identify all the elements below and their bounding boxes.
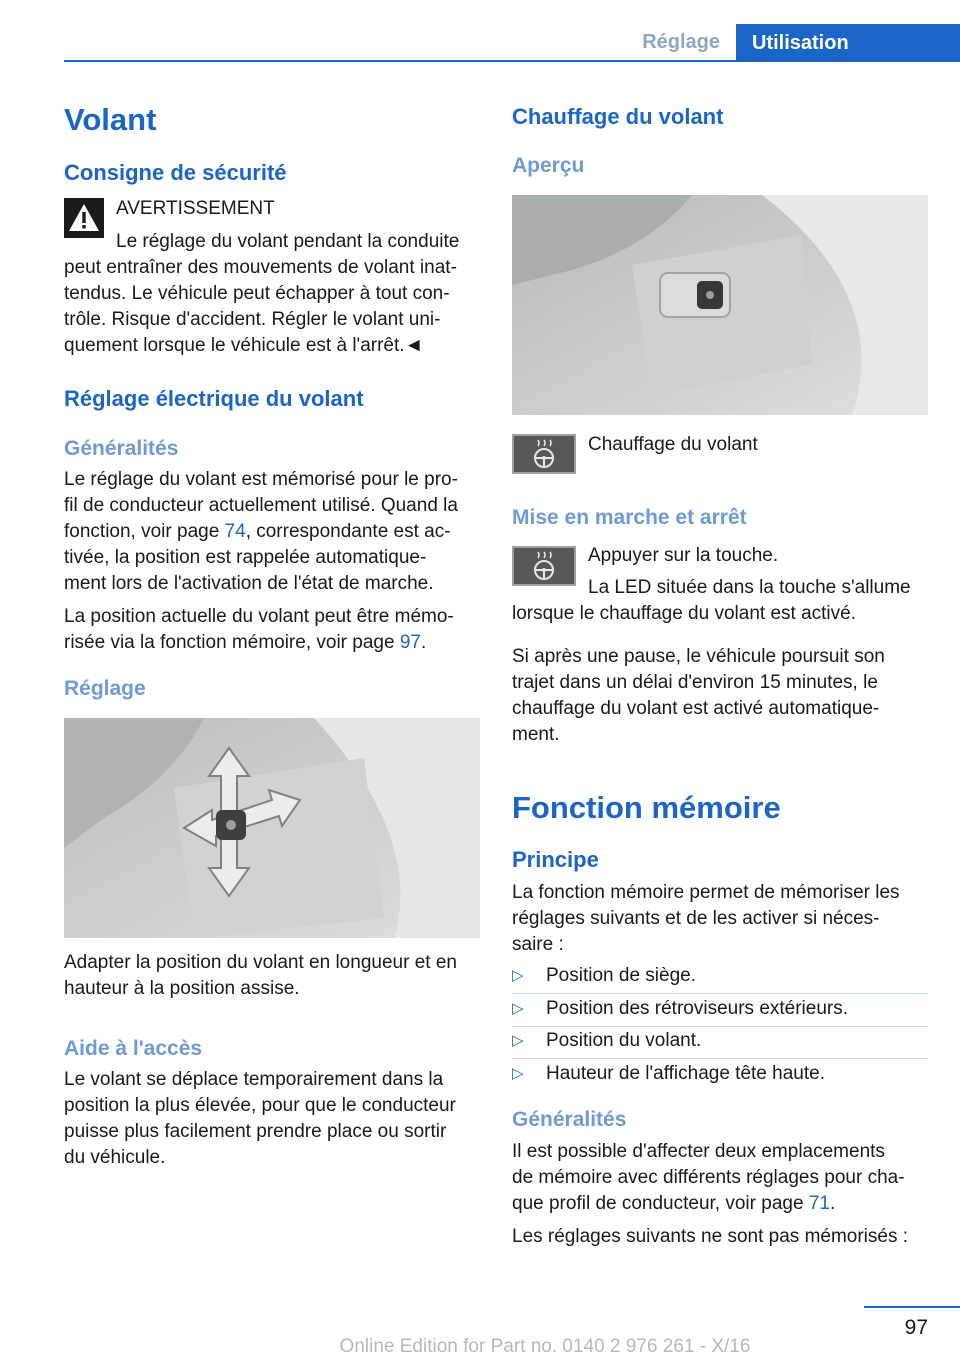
access-aid-heading: Aide à l'accès [64, 1037, 203, 1060]
paragraph-line: fil de conducteur actuellement utilisé. Quand la [64, 495, 458, 516]
warning-label: AVERTISSEMENT [116, 198, 275, 219]
paragraph-line: puisse plus facilement prendre place ou sortir [64, 1121, 447, 1142]
paragraph-line: Le volant se déplace temporairement dans la [64, 1069, 444, 1090]
safety-heading: Consigne de sécurité [64, 160, 287, 185]
paragraph-line: fonction, voir page 74, correspondante est ac- [64, 521, 451, 542]
general-heading: Généralités [64, 437, 179, 460]
warning-text-line: tendus. Le véhicule peut échapper à tout con- [64, 283, 450, 304]
paragraph-line: ment. [512, 724, 560, 745]
list-separator [512, 1026, 928, 1027]
warning-text-line: Le réglage du volant pendant la conduite [116, 231, 460, 252]
warning-text-line: quement lorsque le véhicule est à l'arrêt.◄ [64, 335, 424, 356]
paragraph-line: Le réglage du volant est mémorisé pour le pro- [64, 469, 458, 490]
heating-heading: Chauffage du volant [512, 104, 724, 129]
list-separator [512, 993, 928, 994]
page-number: 97 [904, 1316, 928, 1339]
paragraph-line: ment lors de l'activation de l'état de marche. [64, 573, 434, 594]
paragraph-line: lorsque le chauffage du volant est activé. [512, 603, 856, 624]
heated-steering-wheel-icon [512, 546, 576, 586]
page-title: Volant [64, 102, 157, 137]
paragraph-line: La position actuelle du volant peut être mémo- [64, 606, 454, 627]
paragraph-line: risée via la fonction mémoire, voir page 97. [64, 632, 427, 653]
bullet-triangle-icon: ▷ [512, 967, 524, 984]
electric-adjust-heading: Réglage électrique du volant [64, 386, 364, 411]
bullet-triangle-icon: ▷ [512, 1032, 524, 1049]
paragraph-line: de mémoire avec différents réglages pour cha- [512, 1167, 905, 1188]
icon-caption: Chauffage du volant [588, 434, 758, 455]
page-link-74[interactable]: 74 [224, 521, 246, 542]
paragraph-line: tivée, la position est rappelée automatique- [64, 547, 427, 568]
heated-steering-wheel-icon [512, 434, 576, 474]
paragraph-line: réglages suivants et de les activer si néces- [512, 908, 880, 929]
page-link-97[interactable]: 97 [399, 632, 421, 653]
footer-rule [864, 1306, 960, 1308]
steering-adjust-photo [64, 718, 480, 938]
list-separator [512, 1058, 928, 1059]
paragraph-line: La fonction mémoire permet de mémoriser les [512, 882, 900, 903]
paragraph-line: saire : [512, 934, 564, 955]
paragraph-line: du véhicule. [64, 1147, 166, 1168]
header-chapter-tab: Utilisation [736, 24, 960, 62]
header-section-tab: Réglage [642, 31, 720, 53]
caption-line: Adapter la position du volant en longueur et en [64, 952, 457, 973]
paragraph-line: Les réglages suivants ne sont pas mémorisés : [512, 1226, 909, 1247]
paragraph-line: position la plus élevée, pour que le conducteur [64, 1095, 456, 1116]
steering-heating-photo [512, 195, 928, 415]
edition-footer: Online Edition for Part no. 0140 2 976 261 - X/16 [339, 1336, 751, 1357]
warning-icon [64, 198, 104, 238]
memory-function-title: Fonction mémoire [512, 790, 781, 825]
general-heading: Généralités [512, 1108, 627, 1131]
warning-text-line: peut entraîner des mouvements de volant inat- [64, 257, 457, 278]
adjust-heading: Réglage [64, 677, 146, 700]
paragraph-line: Si après une pause, le véhicule poursuit son [512, 646, 885, 667]
paragraph-line: La LED située dans la touche s'allume [588, 577, 911, 598]
paragraph-line: Appuyer sur la touche. [588, 545, 779, 566]
paragraph-line: trajet dans un délai d'environ 15 minutes, le [512, 672, 878, 693]
page-link-71[interactable]: 71 [808, 1193, 830, 1214]
paragraph-line: que profil de conducteur, voir page 71. [512, 1193, 836, 1214]
paragraph-line: chauffage du volant est activé automatique- [512, 698, 880, 719]
bullet-triangle-icon: ▷ [512, 1000, 524, 1017]
warning-text-line: trôle. Risque d'accident. Régler le volant uni- [64, 309, 441, 330]
overview-heading: Aperçu [512, 154, 585, 177]
principle-heading: Principe [512, 847, 599, 872]
header-rule [64, 60, 960, 62]
bullet-triangle-icon: ▷ [512, 1065, 524, 1082]
paragraph-line: Il est possible d'affecter deux emplacements [512, 1141, 885, 1162]
caption-line: hauteur à la position assise. [64, 978, 300, 999]
on-off-heading: Mise en marche et arrêt [512, 506, 747, 529]
